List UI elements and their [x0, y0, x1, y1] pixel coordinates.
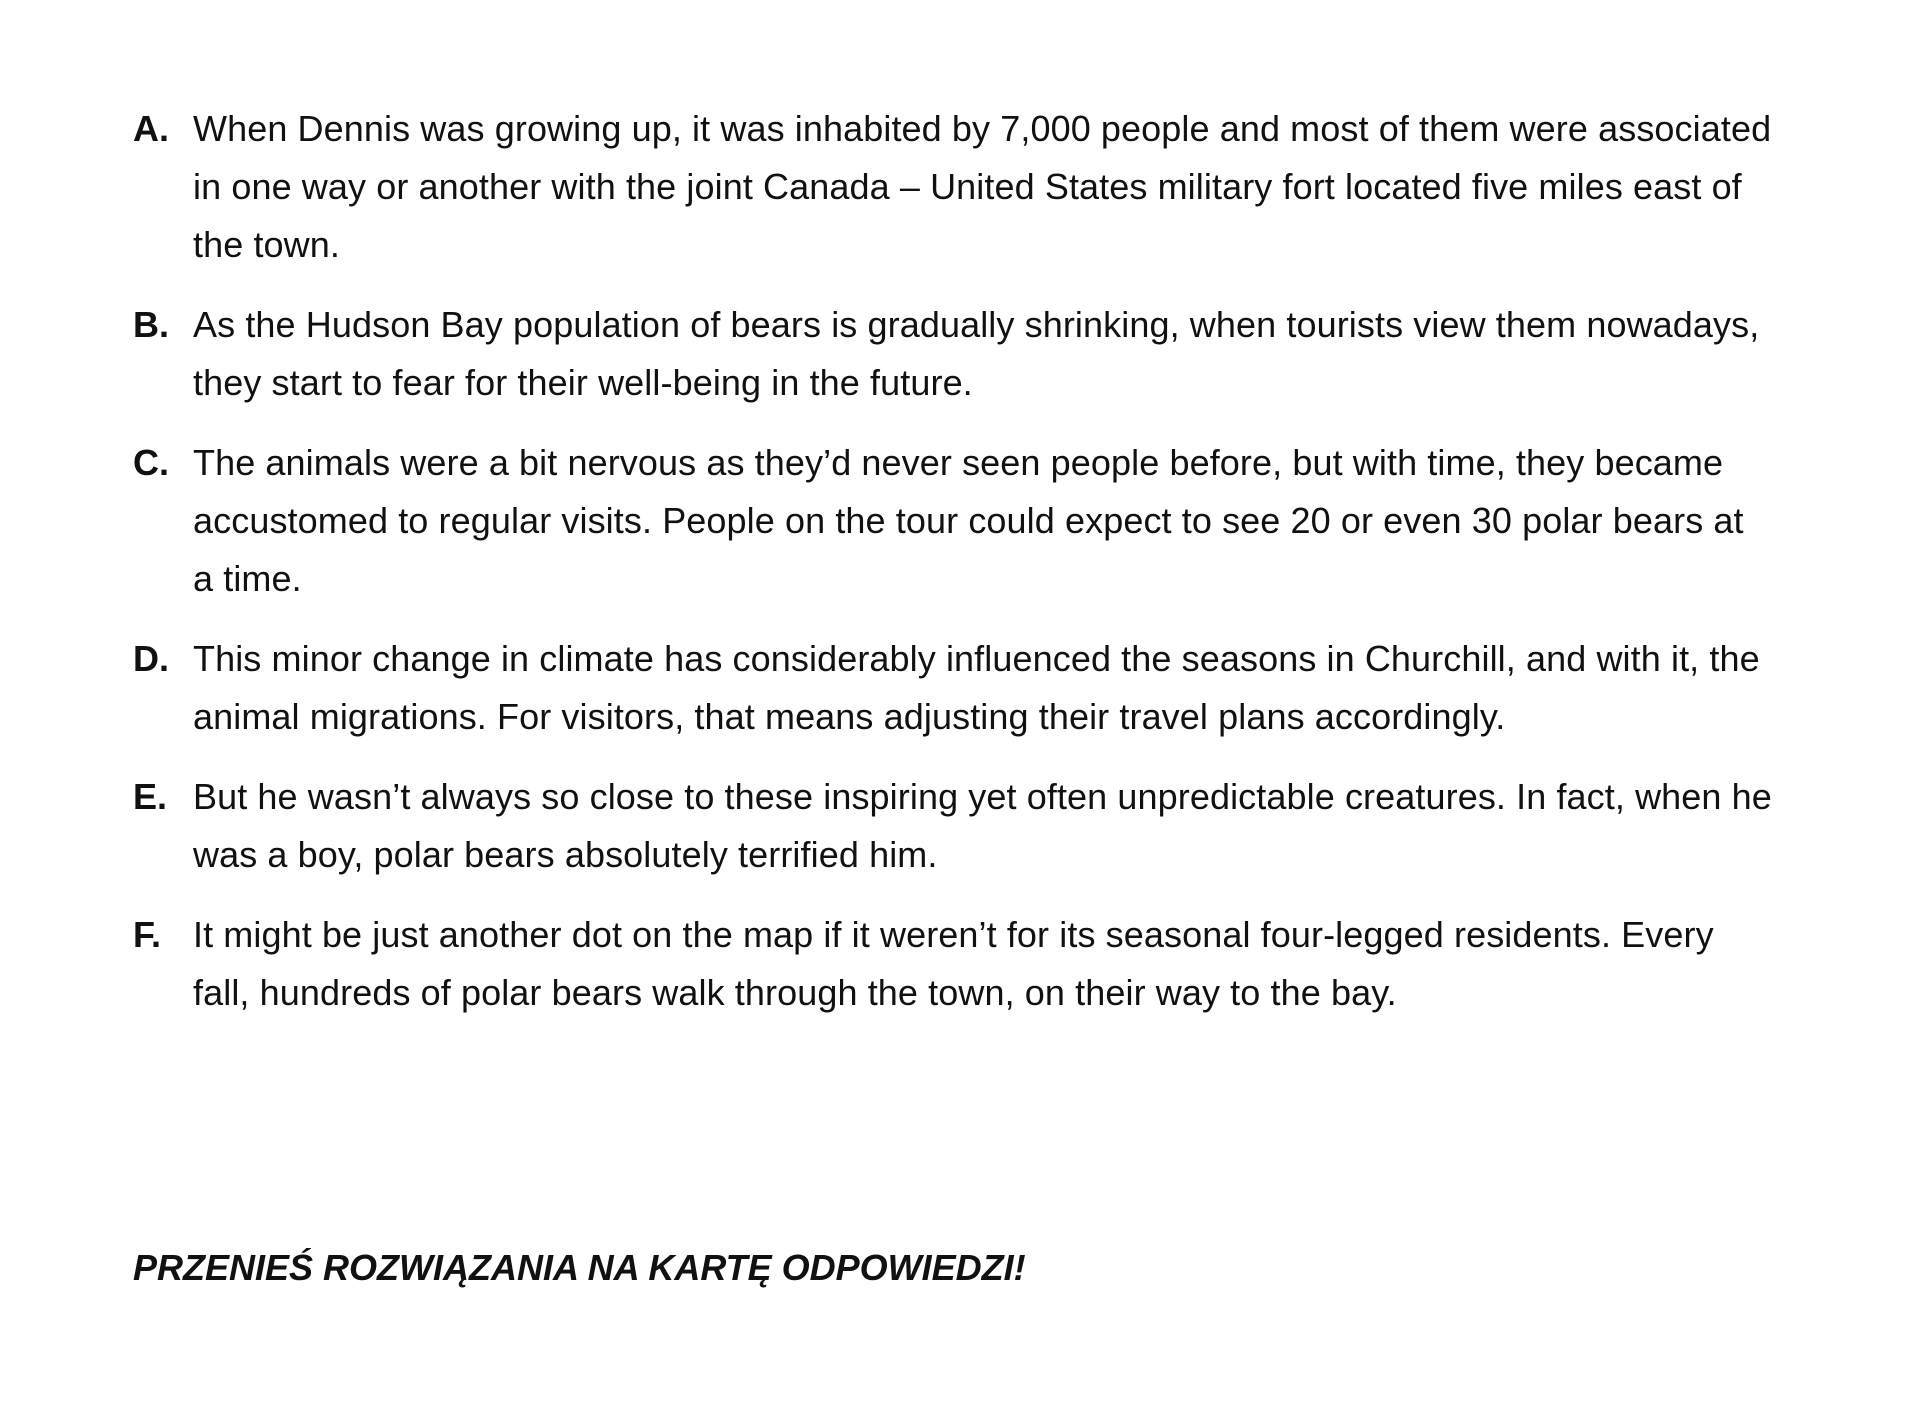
option-f	[133, 906, 1773, 1022]
option-a	[133, 100, 1773, 274]
option-text: But he wasn’t always so close to these inspiring yet often unpredictable creatures. In fact, when he was a boy, polar bears absolutely terrified him.	[193, 776, 1772, 875]
option-text: As the Hudson Bay population of bears is gradually shrinking, when tourists view them nowadays, they start to fear for their well-being in the future.	[193, 304, 1760, 403]
option-text: When Dennis was growing up, it was inhabited by 7,000 people and most of them were associated in one way or another with the joint Canada – United States military fort located five miles east of the town.	[193, 108, 1772, 265]
option-text: The animals were a bit nervous as they’d never seen people before, but with time, they became accustomed to regular visits. People on the tour could expect to see 20 or even 30 polar bears at a time.	[193, 442, 1744, 599]
option-b	[133, 296, 1773, 412]
answer-options-list	[133, 100, 1773, 1044]
option-letter: F.	[133, 914, 162, 955]
option-letter: D.	[133, 638, 169, 679]
option-letter: E.	[133, 776, 168, 817]
option-letter: A.	[133, 108, 169, 149]
option-text: It might be just another dot on the map if it weren’t for its seasonal four-legged residents. Every fall, hundreds of polar bears walk through the town, on their way to the bay.	[193, 914, 1714, 1013]
transfer-answers-instruction: PRZENIEŚ ROZWIĄZANIA NA KARTĘ ODPOWIEDZI!	[133, 1247, 1026, 1288]
option-letter: C.	[133, 442, 169, 483]
option-e	[133, 768, 1773, 884]
option-letter: B.	[133, 304, 169, 345]
option-d	[133, 630, 1773, 746]
option-text: This minor change in climate has considerably influenced the seasons in Churchill, and with it, the animal migrations. For visitors, that means adjusting their travel plans accordingly.	[193, 638, 1760, 737]
option-c	[133, 434, 1773, 608]
